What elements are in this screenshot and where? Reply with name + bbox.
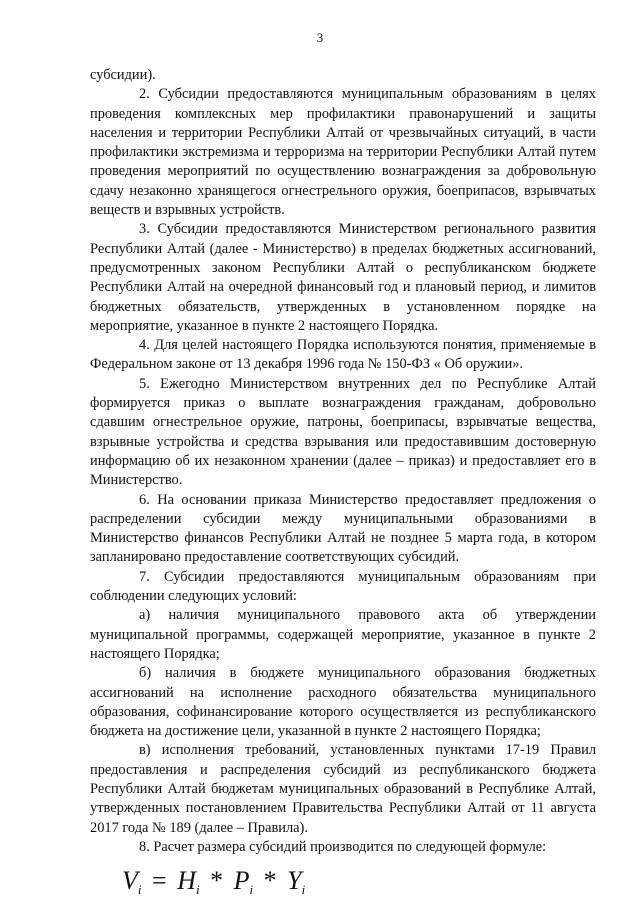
formula-sub-y: i: [301, 882, 306, 898]
formula-var-y: Y: [287, 866, 302, 896]
paragraph-subitem-a: а) наличия муниципального правового акта об утверждении муниципальной программы, содержащей мероприятие, указанное в пункте 2 настоящего Порядка;: [90, 607, 596, 662]
formula-sub-h: i: [195, 882, 200, 898]
paragraph-item-4: 4. Для целей настоящего Порядка используются понятия, применяемые в Федеральном законе от 13 декабря 1996 года № 150-ФЗ « Об оружии».: [90, 337, 596, 373]
paragraph-item-5: 5. Ежегодно Министерством внутренних дел по Республике Алтай формируется приказ о выплате вознаграждения гражданам, добровольно сдавшим огнестрельное оружие, патроны, боеприпасы, взрывчатые вещества, взрывные устройства и средства взрывания или предоставившим достоверную информацию об их незаконном хранении (далее – приказ) и предоставляет его в Министерство.: [90, 375, 596, 489]
formula-multiply-1: *: [210, 866, 224, 896]
subsidy-formula: [122, 865, 596, 906]
formula-sub-v: i: [137, 882, 142, 898]
document-body: [90, 66, 596, 906]
paragraph-item-7: 7. Субсидии предоставляются муниципальным образованиям при соблюдении следующих условий:: [90, 568, 596, 605]
formula-sub-p: i: [249, 882, 254, 898]
paragraph-continuation: субсидии).: [90, 67, 156, 83]
paragraph-item-8: 8. Расчет размера субсидий производится по следующей формуле:: [139, 838, 547, 855]
formula-var-p: P: [233, 866, 250, 896]
paragraph-item-6: 6. На основании приказа Министерство предоставляет предложения о распределении субсидии между муниципальными образованиями в Министерство финансов Республики Алтай не позднее 5 марта года, в котором запланировано предоставление соответствующих субсидий.: [90, 491, 596, 566]
paragraph-subitem-v: в) исполнения требований, установленных пунктами 17-19 Правил предоставления и распределения субсидий из республиканского бюджета Республики Алтай бюджетам муниципальных образований в Республике Алтай, утвержденных постановлением Правительства Республики Алтай от 11 августа 2017 года № 189 (далее – Правила).: [90, 742, 596, 836]
paragraph-item-2: 2. Субсидии предоставляются муниципальным образованиям в целях проведения комплексных мер профилактики правонарушений и защиты населения и территории Республики Алтай от чрезвычайных ситуаций, в части профилактики экстремизма и терроризма на территории Республики Алтай путем проведения мероприятий по осуществлению вознаграждения за добровольную сдачу незаконно хранящегося огнестрельного оружия, боеприпасов, взрывчатых веществ и взрывных устройств.: [90, 86, 596, 219]
formula-multiply-2: *: [263, 866, 277, 896]
formula-var-h: H: [177, 866, 196, 896]
formula-equals: =: [152, 866, 167, 896]
formula-var-v: V: [122, 866, 138, 896]
paragraph-subitem-b: б) наличия в бюджете муниципального образования бюджетных ассигнований на исполнение расходного обязательства муниципального образования, софинансирование которого осуществляется из республиканского бюджета на достижение цели, указанной в пункте 2 настоящего Порядка;: [90, 665, 596, 740]
page-number: 3: [316, 30, 324, 45]
paragraph-item-3: 3. Субсидии предоставляются Министерством регионального развития Республики Алтай (далее - Министерство) в пределах бюджетных ассигнований, предусмотренных законом Республики Алтай о республиканском бюджете Республики Алтай на очередной финансовый год и плановый период, и лимитов бюджетных обязательств, утвержденных в установленном порядке на мероприятие, указанное в пункте 2 настоящего Порядка.: [90, 221, 596, 334]
